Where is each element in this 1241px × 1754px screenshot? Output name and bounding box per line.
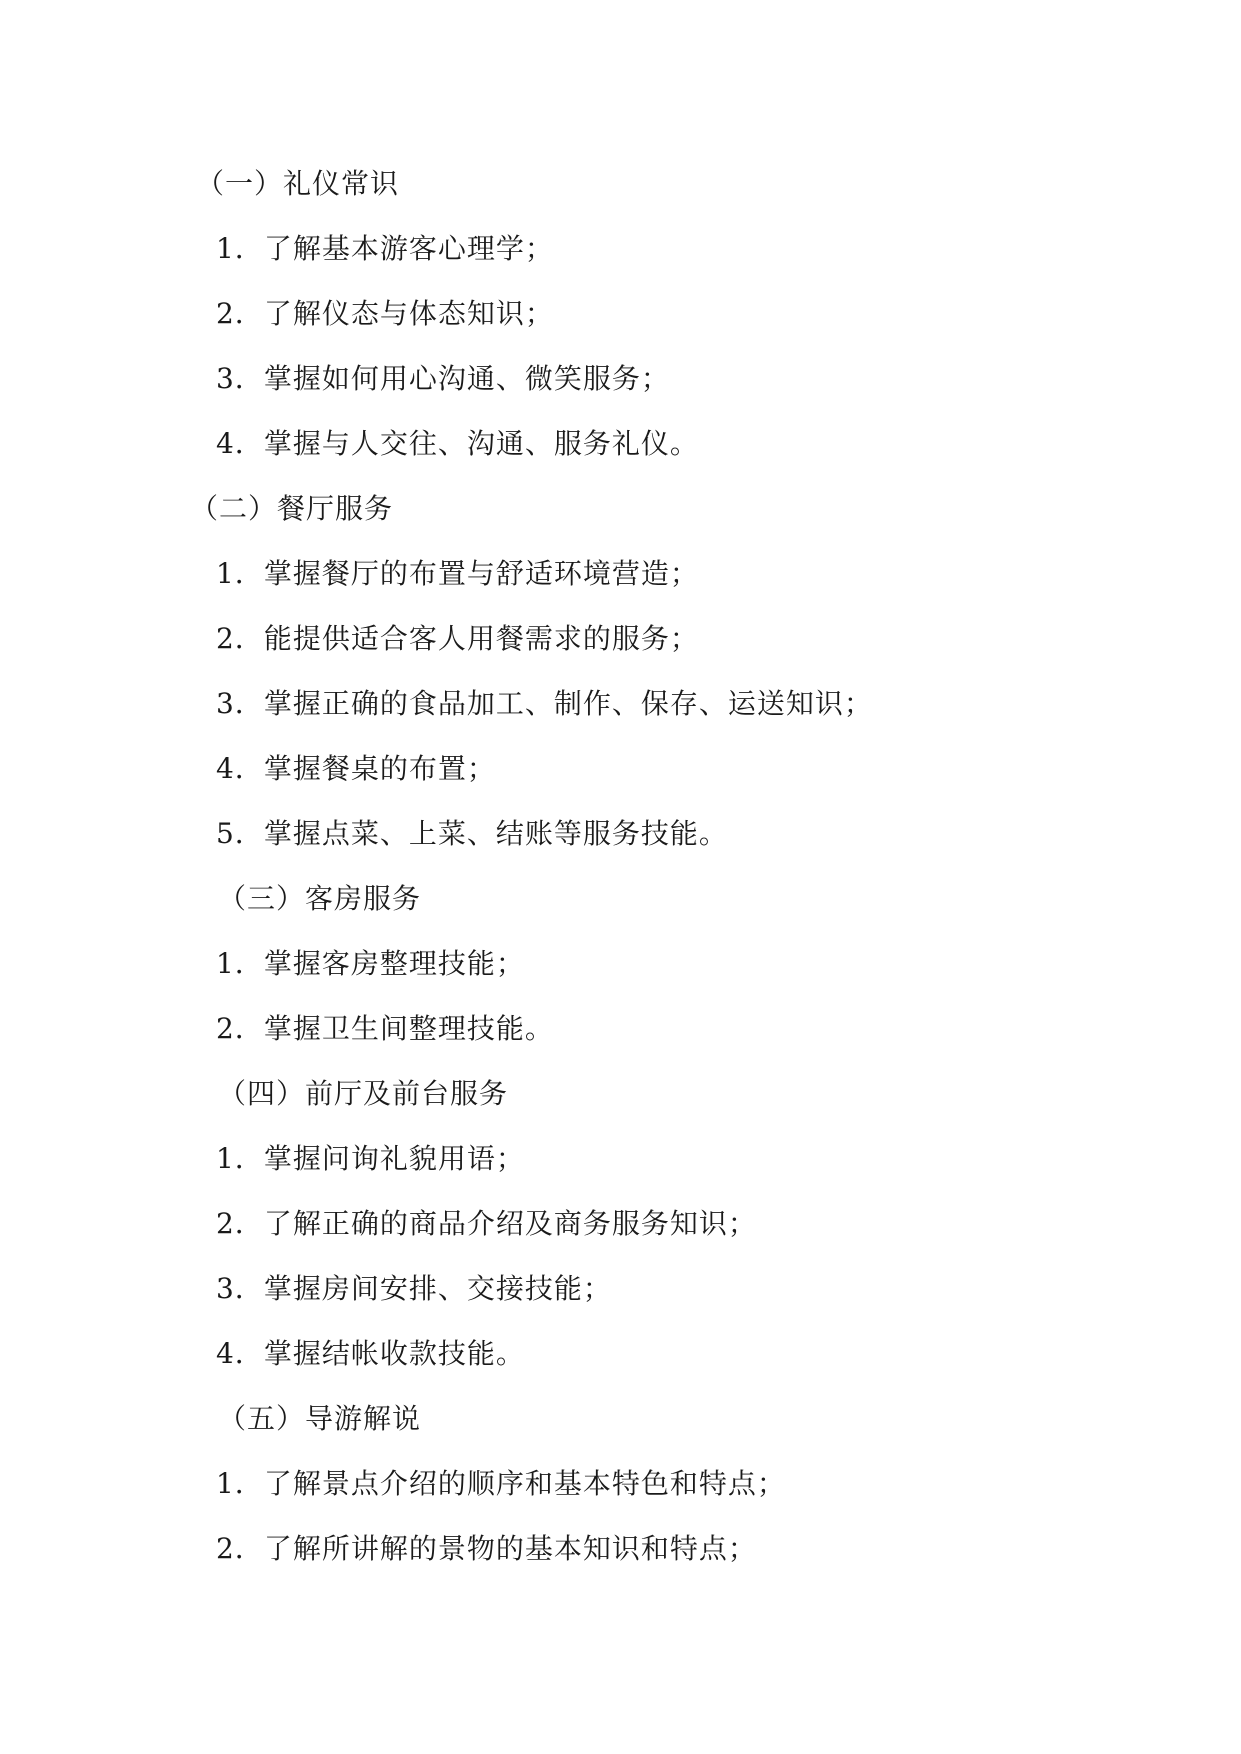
list-item: 3．掌握正确的食品加工、制作、保存、运送知识； — [216, 687, 873, 720]
list-item: 2．了解仪态与体态知识； — [216, 297, 554, 330]
list-item: 1．掌握问询礼貌用语； — [216, 1142, 525, 1175]
section-heading-guest-room: （三）客房服务 — [218, 882, 422, 915]
list-item: 1．了解基本游客心理学； — [216, 232, 554, 265]
list-item: 2．掌握卫生间整理技能。 — [216, 1012, 554, 1045]
list-item: 2．了解所讲解的景物的基本知识和特点； — [216, 1532, 757, 1565]
list-item: 1．掌握餐厅的布置与舒适环境营造； — [216, 557, 699, 590]
list-item: 1．掌握客房整理技能； — [216, 947, 525, 980]
list-item: 3．掌握如何用心沟通、微笑服务； — [216, 362, 670, 395]
list-item: 4．掌握餐桌的布置； — [216, 752, 496, 785]
list-item: 1．了解景点介绍的顺序和基本特色和特点； — [216, 1467, 786, 1500]
section-heading-front-desk: （四）前厅及前台服务 — [218, 1077, 509, 1110]
section-heading-tour-guide: （五）导游解说 — [218, 1402, 422, 1435]
section-heading-restaurant: （二）餐厅服务 — [190, 492, 394, 525]
list-item: 2．能提供适合客人用餐需求的服务； — [216, 622, 699, 655]
list-item: 5．掌握点菜、上菜、结账等服务技能。 — [216, 817, 728, 850]
list-item: 4．掌握结帐收款技能。 — [216, 1337, 525, 1370]
list-item: 3．掌握房间安排、交接技能； — [216, 1272, 612, 1305]
list-item: 4．掌握与人交往、沟通、服务礼仪。 — [216, 427, 699, 460]
list-item: 2．了解正确的商品介绍及商务服务知识； — [216, 1207, 757, 1240]
section-heading-etiquette: （一）礼仪常识 — [196, 167, 400, 200]
